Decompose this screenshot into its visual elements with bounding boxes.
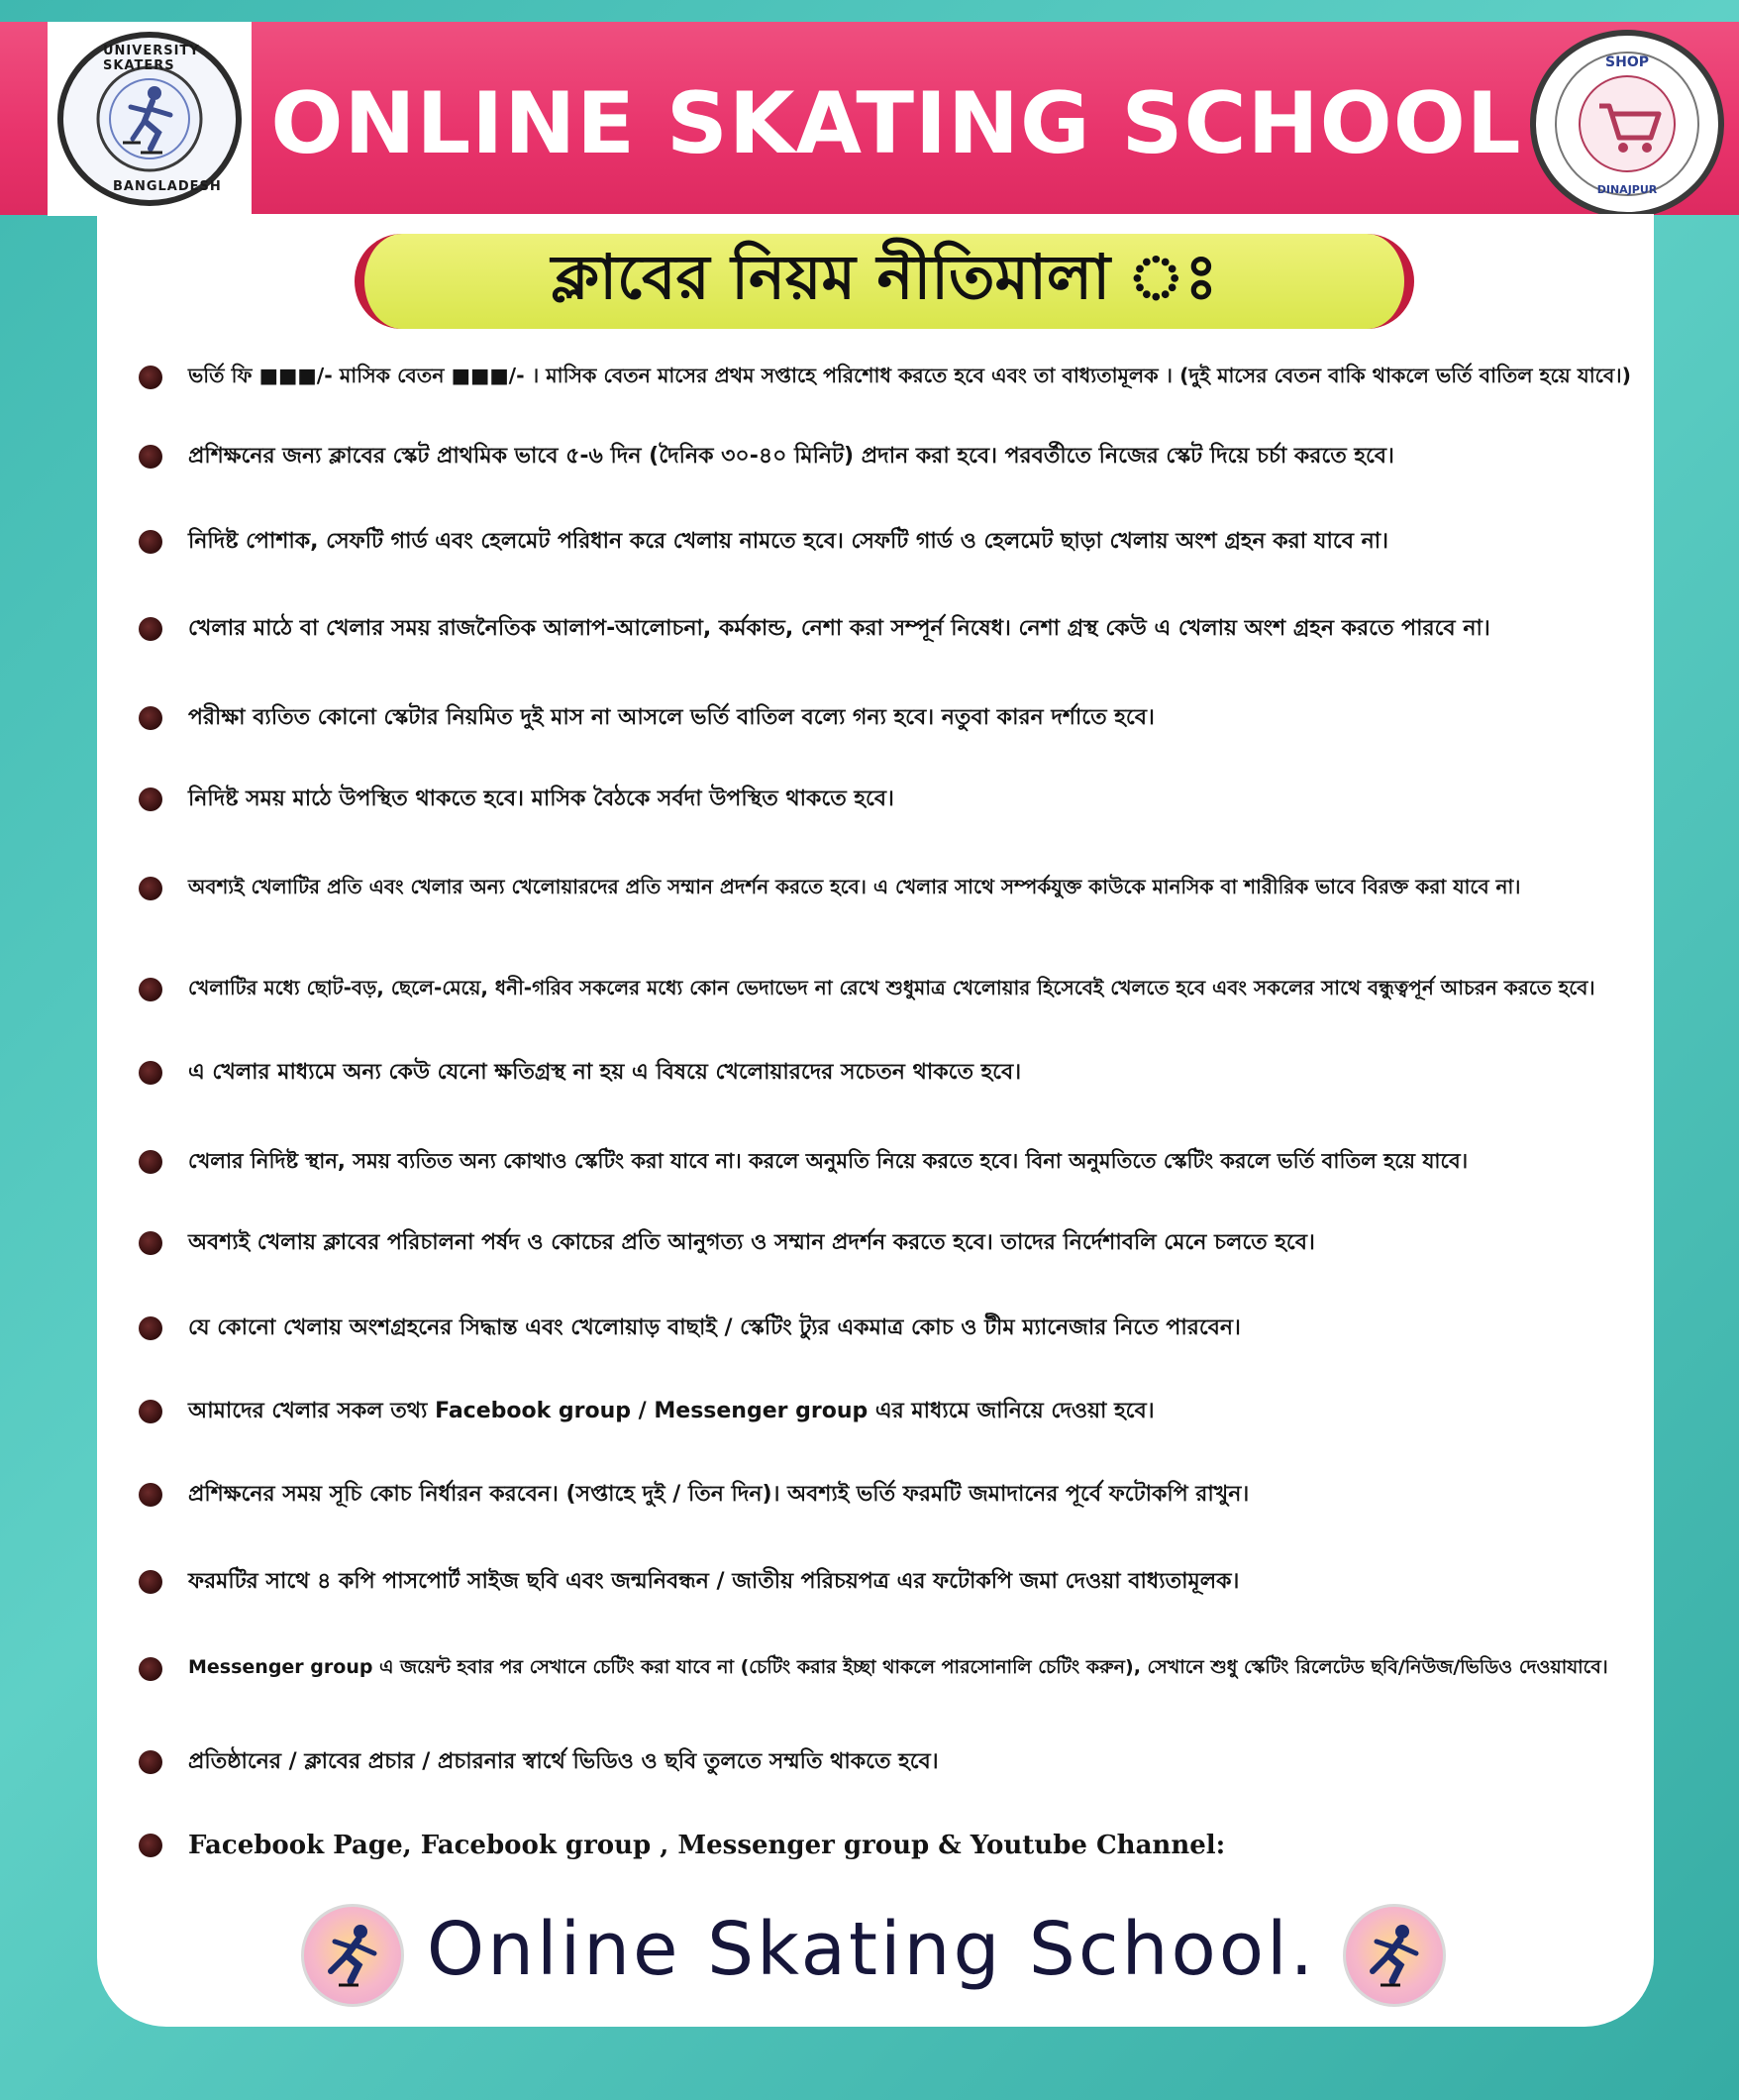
rule-text: Messenger group এ জয়েন্ট হবার পর সেখানে চেটিং করা যাবে না (চেটিং করার ইচ্ছা থাকলে পারসোনালি চেটিং করুন), সেখানে শুধু স্কেটিং রিলেটেড ছবি/নিউজ/ভিডিও দেওয়াযাবে। — [188, 1656, 1608, 1678]
university-skaters-logo-icon: UNIVERSITY SKATERS BANGLADESH — [57, 32, 242, 206]
rule-text: খেলার মাঠে বা খেলার সময় রাজনৈতিক আলাপ-আলোচনা, কর্মকান্ড, নেশা করা সম্পূর্ন নিষেধ। নেশা গ্রস্থ কেউ এ খেলায় অংশ গ্রহন করতে পারবে না। — [188, 615, 1490, 641]
rules-heading — [355, 234, 1414, 329]
rule-text: নিদিষ্ট পোশাক, সেফটি গার্ড এবং হেলমেট পরিধান করে খেলায় নামতে হবে। সেফটি গার্ড ও হেলমেট ছাড়া খেলায় অংশ গ্রহন করা যাবে না। — [188, 528, 1388, 554]
rule-text: আমাদের খেলার সকল তথ্য Facebook group / Messenger group এর মাধ্যমে জানিয়ে দেওয়া হবে। — [188, 1398, 1155, 1423]
banner-title: ONLINE SKATING SCHOOL — [270, 74, 1522, 173]
footer-title: Online Skating School. — [426, 1907, 1317, 1992]
shopping-cart-icon — [1548, 45, 1706, 203]
rule-text: ভর্তি ফি ■■■/- মাসিক বেতন ■■■/- । মাসিক বেতন মাসের প্রথম সপ্তাহে পরিশোধ করতে হবে এবং তা বাধ্যতামূলক । (দুই মাসের বেতন বাকি থাকলে ভর্তি বাতিল হয়ে যাবে।) — [188, 364, 1631, 387]
svg-text:DINAJPUR: DINAJPUR — [1596, 183, 1658, 196]
rule-text: নিদিষ্ট সময় মাঠে উপস্থিত থাকতে হবে। মাসিক বৈঠকে সর্বদা উপস্থিত থাকতে হবে। — [188, 786, 894, 811]
rule-text: প্রতিষ্ঠানের / ক্লাবের প্রচার / প্রচারনার স্বার্থে ভিডিও ও ছবি তুলতে সম্মতি থাকতে হবে। — [188, 1748, 939, 1774]
skater-figure-icon — [1355, 1916, 1434, 1995]
skater-logo-icon — [1343, 1904, 1446, 2007]
left-logo — [48, 22, 252, 216]
online-shop-logo — [1530, 30, 1724, 218]
skater-logo-icon — [301, 1904, 404, 2007]
rule-text: Facebook Page, Facebook group , Messenger group & Youtube Channel: — [188, 1831, 1226, 1860]
rules-sheet — [97, 214, 1654, 2027]
rule-text: এ খেলার মাধ্যমে অন্য কেউ যেনো ক্ষতিগ্রস্থ না হয় এ বিষয়ে খেলোয়ারদের সচেতন থাকতে হবে। — [188, 1059, 1022, 1085]
rule-text: ফরমটির সাথে ৪ কপি পাসপোর্ট সাইজ ছবি এবং জন্মনিবন্ধন / জাতীয় পরিচয়পত্র এর ফটোকপি জমা দেওয়া বাধ্যতামূলক। — [188, 1568, 1240, 1594]
rule-text: খেলার নিদিষ্ট স্থান, সময় ব্যতিত অন্য কোথাও স্কেটিং করা যাবে না। করলে অনুমতি নিয়ে করতে হবে। বিনা অনুমতিতে স্কেটিং করলে ভর্তি বাতিল হয়ে যাবে। — [188, 1148, 1469, 1173]
rule-text: যে কোনো খেলায় অংশগ্রহনের সিদ্ধান্ত এবং খেলোয়াড় বাছাই / স্কেটিং ট্যুর একমাত্র কোচ ও টীম ম্যানেজার নিতে পারবেন। — [188, 1314, 1241, 1340]
rule-text: অবশ্যই খেলায় ক্লাবের পরিচালনা পর্ষদ ও কোচের প্রতি আনুগত্য ও সম্মান প্রদর্শন করতে হবে। তাদের নির্দেশাবলি মেনে চলতে হবে। — [188, 1229, 1315, 1255]
rules-heading-text: ক্লাবের নিয়ম নীতিমালা ঃ — [551, 240, 1218, 313]
rule-text: অবশ্যই খেলাটির প্রতি এবং খেলার অন্য খেলোয়ারদের প্রতি সম্মান প্রদর্শন করতে হবে। এ খেলার সাথে সম্পর্কযুক্ত কাউকে মানসিক বা শারীরিক ভাবে বিরক্ত করা যাবে না। — [188, 874, 1521, 898]
rule-text: প্রশিক্ষনের জন্য ক্লাবের স্কেট প্রাথমিক ভাবে ৫-৬ দিন (দৈনিক ৩০-৪০ মিনিট) প্রদান করা হবে। পরবর্তীতে নিজের স্কেট দিয়ে চর্চা করতে হবে। — [188, 443, 1394, 469]
skater-figure-icon — [313, 1916, 392, 1995]
rule-text: পরীক্ষা ব্যতিত কোনো স্কেটার নিয়মিত দুই মাস না আসলে ভর্তি বাতিল বল্যে গন্য হবে। নতুবা কারন দর্শাতে হবে। — [188, 704, 1155, 730]
rule-text: প্রশিক্ষনের সময় সূচি কোচ নির্ধারন করবেন। (সপ্তাহে দুই / তিন দিন)। অবশ্যই ভর্তি ফরমটি জমাদানের পূর্বে ফটোকপি রাখুন। — [188, 1481, 1250, 1507]
rule-text: খেলাটির মধ্যে ছোট-বড়, ছেলে-মেয়ে, ধনী-গরিব সকলের মধ্যে কোন ভেদাভেদ না রেখে শুধুমাত্র খেলোয়ার হিসেবেই খেলতে হবে এবং সকলের সাথে বন্ধুত্বপূর্ন আচরন করতে হবে। — [188, 975, 1595, 999]
svg-text:SHOP: SHOP — [1605, 54, 1649, 70]
